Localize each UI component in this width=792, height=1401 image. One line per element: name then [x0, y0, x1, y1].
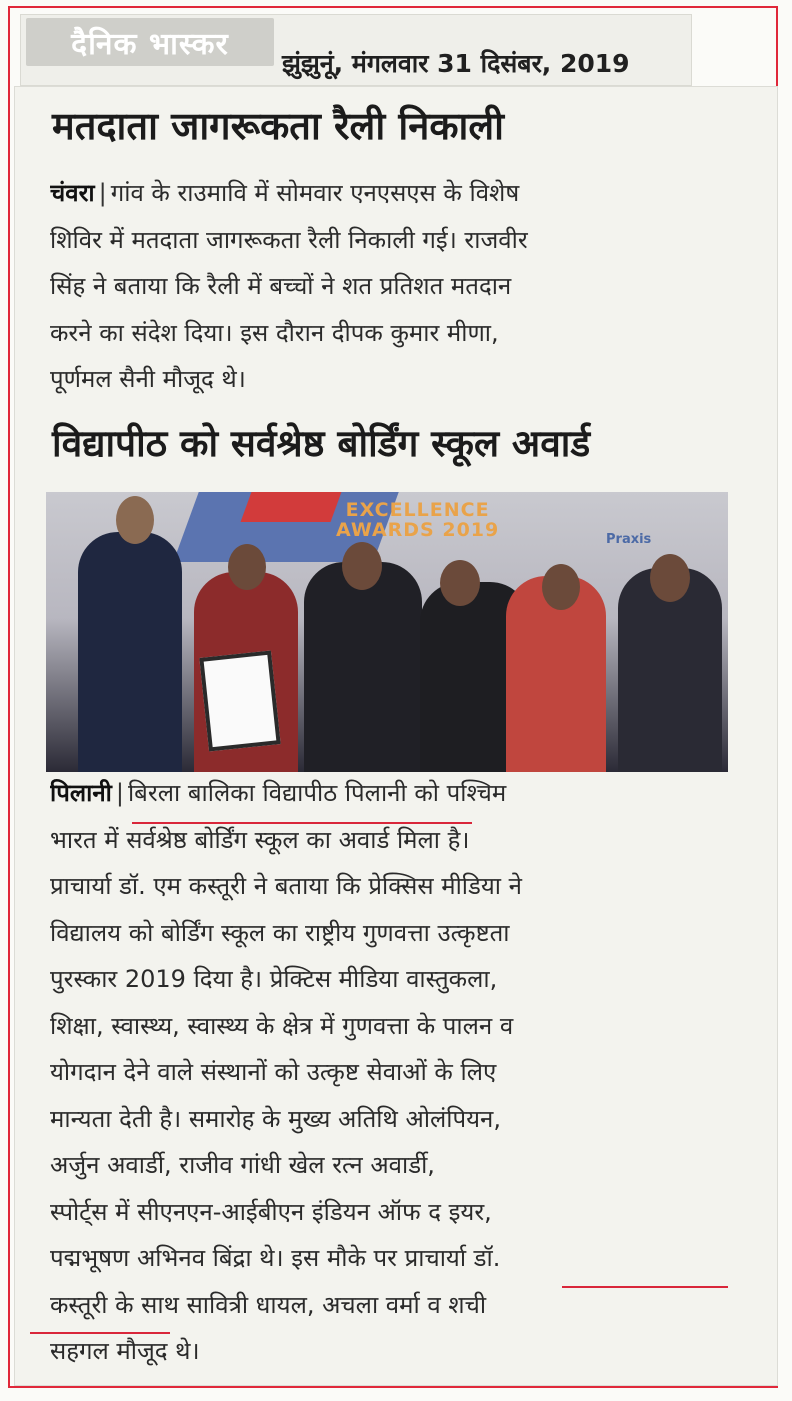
- article2-line: स्पोर्ट्स में सीएनएन-आईबीएन इंडियन ऑफ द इयर,: [50, 1197, 492, 1226]
- article2-line: प्राचार्या डॉ. एम कस्तूरी ने बताया कि प्रेक्सिस मीडिया ने: [50, 872, 522, 900]
- logo-text: दैनिक भास्कर: [71, 26, 229, 62]
- article2-place: पिलानी: [50, 779, 112, 807]
- award-ceremony-photo: [46, 492, 728, 772]
- newspaper-logo: [26, 18, 274, 66]
- highlight-underline: [30, 1332, 170, 1334]
- article2-line: शिक्षा, स्वास्थ्य, स्वास्थ्य के क्षेत्र में गुणवत्ता के पालन व: [50, 1011, 514, 1040]
- person-3: [304, 562, 422, 772]
- article1-line: [50, 170, 740, 217]
- article2-body: [50, 770, 745, 1375]
- article1-line-text: गांव के राउमावि में सोमवार एनएसएस के विशेष: [110, 179, 520, 207]
- person-6-head: [650, 554, 690, 602]
- person-2-head: [228, 544, 266, 590]
- article1-line: पूर्णमल सैनी मौजूद थे।: [50, 365, 246, 393]
- article2-line: सहगल मौजूद थे।: [50, 1337, 200, 1365]
- article2-line: भारत में सर्वश्रेष्ठ बोर्डिंग स्कूल का अवार्ड मिला है।: [50, 825, 470, 854]
- award-banner-text: [336, 500, 499, 540]
- banner-shape-red: [241, 492, 342, 522]
- person-1: [78, 532, 182, 772]
- article2-line: योगदान देने वाले संस्थानों को उत्कृष्ट सेवाओं के लिए: [50, 1058, 497, 1086]
- article2-line: पद्मभूषण अभिनव बिंद्रा थे। इस मौके पर प्राचार्या डॉ.: [50, 1244, 501, 1272]
- person-5-head: [542, 564, 580, 610]
- article1-place: चंवरा: [50, 179, 95, 207]
- award-banner-line-1: EXCELLENCE: [345, 499, 490, 521]
- highlight-underline: [132, 822, 472, 824]
- article2-line-text: बिरला बालिका विद्यापीठ पिलानी को पश्चिम: [127, 779, 507, 807]
- article2-line: [50, 770, 745, 817]
- article1-separator: |: [98, 179, 107, 207]
- article2-separator: |: [115, 779, 124, 807]
- person-4-head: [440, 560, 480, 606]
- person-1-head: [116, 496, 154, 544]
- article2-line: पुरस्कार 2019 दिया है। प्रेक्टिस मीडिया वास्तुकला,: [50, 965, 498, 993]
- award-plaque: [199, 650, 280, 751]
- article2-headline: विद्यापीठ को सर्वश्रेष्ठ बोर्डिंग स्कूल अवार्ड: [52, 422, 591, 465]
- sponsor-logo: Praxis: [606, 532, 652, 547]
- highlight-underline: [562, 1286, 728, 1288]
- article1-line: शिविर में मतदाता जागरूकता रैली निकाली गई। राजवीर: [50, 225, 528, 254]
- person-3-head: [342, 542, 382, 590]
- article1-line: करने का संदेश दिया। इस दौरान दीपक कुमार मीणा,: [50, 318, 499, 347]
- article2-line: मान्यता देती है। समारोह के मुख्य अतिथि ओलंपियन,: [50, 1104, 501, 1133]
- article1-body: [50, 170, 740, 403]
- article1-headline: मतदाता जागरूकता रैली निकाली: [52, 104, 504, 148]
- award-banner-line-2: AWARDS 2019: [336, 519, 500, 541]
- article1-line: सिंह ने बताया कि रैली में बच्चों ने शत प्रतिशत मतदान: [50, 272, 512, 300]
- article2-line: विद्यालय को बोर्डिंग स्कूल का राष्ट्रीय गुणवत्ता उत्कृष्टता: [50, 918, 510, 947]
- article2-line: कस्तूरी के साथ सावित्री धायल, अचला वर्मा व शची: [50, 1290, 487, 1319]
- dateline: झुंझुनूं, मंगलवार 31 दिसंबर, 2019: [282, 49, 630, 78]
- article2-line: अर्जुन अवार्डी, राजीव गांधी खेल रत्न अवार्डी,: [50, 1151, 435, 1179]
